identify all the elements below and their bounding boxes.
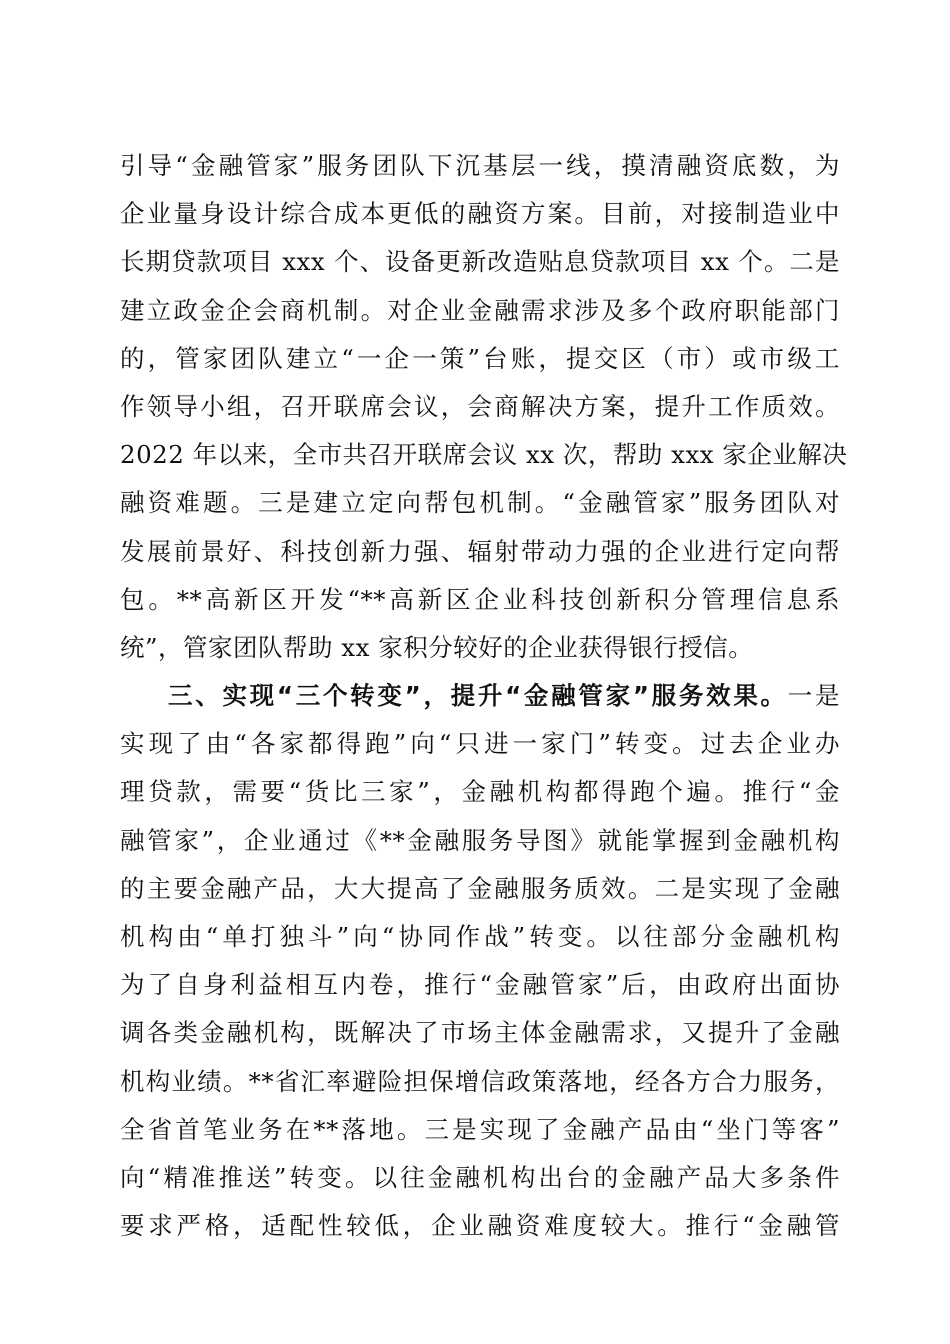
text-line: 发展前景好、科技创新力强、辐射带动力强的企业进行定向帮 xyxy=(120,536,840,566)
text-line: 长期贷款项目 xxx 个、设备更新改造贴息贷款项目 xx 个。二是 xyxy=(120,247,840,277)
text-line: 向“精准推送”转变。以往金融机构出台的金融产品大多条件 xyxy=(120,1162,840,1192)
text-line: 要求严格，适配性较低，企业融资难度较大。推行“金融管 xyxy=(120,1211,840,1241)
text-line: 融管家”，企业通过《**金融服务导图》就能掌握到金融机构 xyxy=(120,825,840,855)
text-line: 的，管家团队建立“一企一策”台账，提交区（市）或市级工 xyxy=(120,343,840,373)
text-line: 机构业绩。**省汇率避险担保增信政策落地，经各方合力服务， xyxy=(120,1066,840,1096)
body-text xyxy=(120,142,848,1250)
text-line: 融资难题。三是建立定向帮包机制。“金融管家”服务团队对 xyxy=(120,488,840,518)
text-line: 理贷款，需要“货比三家”，金融机构都得跑个遍。推行“金 xyxy=(120,777,840,807)
text-line: 2022 年以来，全市共召开联席会议 xx 次，帮助 xxx 家企业解决 xyxy=(120,440,848,470)
text-line: 为了自身利益相互内卷，推行“金融管家”后，由政府出面协 xyxy=(120,970,840,1000)
text-line: 建立政金企会商机制。对企业金融需求涉及多个政府职能部门 xyxy=(120,295,840,325)
text-line: 实现了由“各家都得跑”向“只进一家门”转变。过去企业办 xyxy=(120,729,840,759)
section-heading-tail: 一是 xyxy=(787,681,841,711)
text-line: 全省首笔业务在**落地。三是实现了金融产品由“坐门等客” xyxy=(120,1114,840,1144)
section-heading-line xyxy=(120,672,840,720)
text-line: 调各类金融机构，既解决了市场主体金融需求，又提升了金融 xyxy=(120,1018,840,1048)
text-line: 机构由“单打独斗”向“协同作战”转变。以往部分金融机构 xyxy=(120,922,840,951)
text-line: 统”，管家团队帮助 xx 家积分较好的企业获得银行授信。 xyxy=(120,632,754,662)
text-line: 的主要金融产品，大大提高了金融服务质效。二是实现了金融 xyxy=(120,873,840,903)
section-heading: 三、实现“三个转变”，提升“金融管家”服务效果。 xyxy=(168,681,788,711)
text-line: 包。**高新区开发“**高新区企业科技创新积分管理信息系 xyxy=(120,584,840,614)
text-line: 企业量身设计综合成本更低的融资方案。目前，对接制造业中 xyxy=(120,199,840,229)
text-line: 作领导小组，召开联席会议，会商解决方案，提升工作质效。 xyxy=(120,391,840,421)
text-line: 引导“金融管家”服务团队下沉基层一线，摸清融资底数，为 xyxy=(120,151,840,180)
